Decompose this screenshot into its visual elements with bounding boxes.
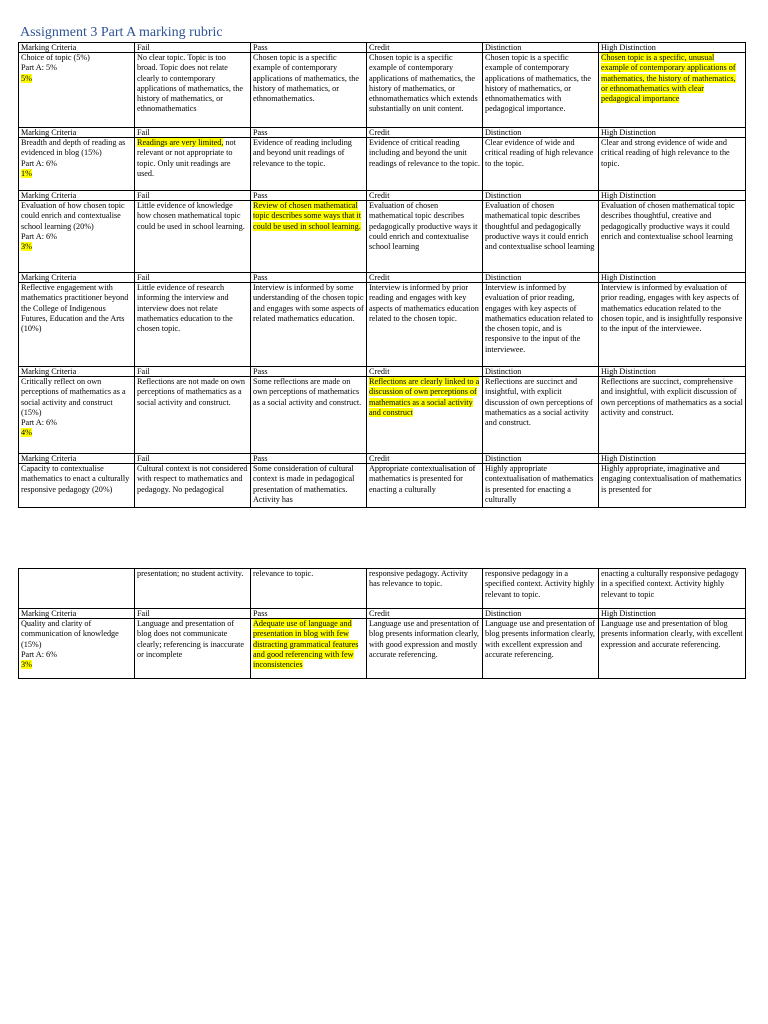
criteria-name: Quality and clarity of communication of knowledge (15%) <box>21 619 119 649</box>
column-header: Pass <box>251 191 367 201</box>
criteria-row <box>19 619 746 679</box>
header-row <box>19 43 746 53</box>
descriptor-cell: Reflections are succinct and insightful, with explicit discussion of own perceptions of mathematics as a social activity and construct. <box>483 377 599 454</box>
criteria-score <box>21 428 132 438</box>
criteria-score <box>21 242 132 252</box>
header-row <box>19 367 746 377</box>
document-title: Assignment 3 Part A marking rubric <box>20 25 223 40</box>
descriptor-cell: Chosen topic is a specific example of contemporary applications of mathematics, the history of mathematics, or ethnomathematics which extends substantially on unit content. <box>367 53 483 128</box>
criteria-score <box>21 74 132 84</box>
column-header: High Distinction <box>599 128 746 138</box>
descriptor-cell: Evaluation of chosen mathematical topic describes thoughtful, creative and pedagogically productive ways it could enrich and contextualise school learning <box>599 201 746 273</box>
column-header: Credit <box>367 367 483 377</box>
descriptor-cell: Appropriate contextualisation of mathematics is presented for enacting a culturally <box>367 464 483 508</box>
criteria-row <box>19 464 746 508</box>
header-row <box>19 128 746 138</box>
criteria-name: Capacity to contextualise mathematics to enact a culturally responsive pedagogy (20%) <box>21 464 130 494</box>
column-header: Fail <box>135 454 251 464</box>
descriptor-cell: Clear and strong evidence of wide and critical reading of high relevance to the topic. <box>599 138 746 191</box>
criteria-row <box>19 201 746 273</box>
column-header: Marking Criteria <box>19 191 135 201</box>
descriptor-cell: responsive pedagogy. Activity has relevance to topic. <box>367 569 483 609</box>
criteria-cell <box>19 619 135 679</box>
descriptor-cell <box>251 619 367 679</box>
rubric-table-page-1 <box>18 42 746 508</box>
descriptor-cell: presentation; no student activity. <box>135 569 251 609</box>
column-header: Pass <box>251 43 367 53</box>
descriptor-cell: Reflections are succinct, comprehensive and insightful, with explicit discussion of own perceptions of mathematics as a social activity and construct. <box>599 377 746 454</box>
column-header: Pass <box>251 609 367 619</box>
descriptor-cell: Little evidence of research informing the interview and interview does not relate mathematics education to the chosen topic. <box>135 283 251 367</box>
descriptor-cell: Language and presentation of blog does not communicate clearly; referencing is inaccurate or incomplete <box>135 619 251 679</box>
descriptor-cell: Language use and presentation of blog presents information clearly, with excellent expression and accurate referencing. <box>483 619 599 679</box>
criteria-name: Breadth and depth of reading as evidenced in blog (15%) <box>21 138 126 158</box>
column-header: Fail <box>135 273 251 283</box>
descriptor-cell: Some consideration of cultural context is made in pedagogical presentation of mathematics. Activity has <box>251 464 367 508</box>
header-row <box>19 609 746 619</box>
column-header: Fail <box>135 43 251 53</box>
descriptor-cell: Evaluation of chosen mathematical topic describes pedagogically productive ways it could enrich and contextualise school learning <box>367 201 483 273</box>
criteria-cell <box>19 283 135 367</box>
header-row <box>19 454 746 464</box>
descriptor-cell: Cultural context is not considered with respect to mathematics and pedagogy. No pedagogical <box>135 464 251 508</box>
criteria-part-weight: Part A: 5% <box>21 63 57 73</box>
column-header: Pass <box>251 273 367 283</box>
highlighted-descriptor: Chosen topic is a specific, unusual example of contemporary applications of mathematics, the history of mathematics, or ethnomathematics with clear pedagogical importance <box>601 53 736 104</box>
descriptor-cell: relevance to topic. <box>251 569 367 609</box>
descriptor-cell: Chosen topic is a specific example of contemporary applications of mathematics, the history of mathematics, or ethnomathematics with pedagogical importance. <box>483 53 599 128</box>
criteria-part-weight: Part A: 6% <box>21 158 57 168</box>
descriptor-cell: Chosen topic is a specific example of contemporary applications of mathematics, the history of mathematics, or ethnomathematics. <box>251 53 367 128</box>
column-header: High Distinction <box>599 609 746 619</box>
descriptor-cell: Readings are very limited, not relevant or not appropriate to topic. Only unit readings are used. <box>135 138 251 191</box>
descriptor-cell: Evaluation of chosen mathematical topic describes thoughtful and pedagogically productive ways it could enrich and contextualise school learning <box>483 201 599 273</box>
criteria-cell <box>19 464 135 508</box>
column-header: Marking Criteria <box>19 43 135 53</box>
descriptor-cell: Interview is informed by evaluation of prior reading, engages with key aspects of mathematics education related to the chosen topic, and is insightfully responsive to the input of the interviewee. <box>599 283 746 367</box>
column-header: High Distinction <box>599 43 746 53</box>
score-highlight: 4% <box>21 428 32 438</box>
criteria-name: Reflective engagement with mathematics practitioner beyond the College of Indigenous Futures, Education and the Arts (10%) <box>21 283 129 334</box>
score-highlight: 5% <box>21 73 32 83</box>
column-header: Marking Criteria <box>19 128 135 138</box>
column-header: High Distinction <box>599 191 746 201</box>
column-header: Distinction <box>483 43 599 53</box>
highlighted-descriptor: Readings are very limited, <box>137 138 224 147</box>
criteria-part-weight: Part A: 6% <box>21 649 57 659</box>
column-header: Distinction <box>483 367 599 377</box>
column-header: Credit <box>367 273 483 283</box>
criteria-cell <box>19 201 135 273</box>
descriptor-cell: Language use and presentation of blog presents information clearly, with good expression and mostly accurate referencing. <box>367 619 483 679</box>
rubric-table-page-2 <box>18 568 746 679</box>
criteria-cell <box>19 377 135 454</box>
criteria-row <box>19 283 746 367</box>
header-row <box>19 191 746 201</box>
column-header: Distinction <box>483 191 599 201</box>
column-header: Credit <box>367 454 483 464</box>
descriptor-cell: Little evidence of knowledge how chosen mathematical topic could be used in school learning. <box>135 201 251 273</box>
column-header: Fail <box>135 191 251 201</box>
criteria-row <box>19 53 746 128</box>
continuation-row <box>19 569 746 609</box>
score-highlight: 1% <box>21 168 32 178</box>
criteria-cell <box>19 138 135 191</box>
criteria-part-weight: Part A: 6% <box>21 418 57 428</box>
highlighted-descriptor: Adequate use of language and presentation in blog with few distracting grammatical features and good referencing with few inconsistencies <box>253 619 359 670</box>
highlighted-descriptor: Review of chosen mathematical topic describes some ways that it could be used in school learning. <box>253 201 362 231</box>
criteria-name: Choice of topic (5%) <box>21 53 90 62</box>
column-header: High Distinction <box>599 273 746 283</box>
column-header: Distinction <box>483 609 599 619</box>
descriptor-cell: enacting a culturally responsive pedagogy in a specified context. Activity highly relevant to topic <box>599 569 746 609</box>
descriptor-cell: Interview is informed by prior reading and engages with key aspects of mathematics education related to the chosen topic. <box>367 283 483 367</box>
descriptor-cell: responsive pedagogy in a specified context. Activity highly relevant to topic. <box>483 569 599 609</box>
descriptor-cell <box>251 201 367 273</box>
descriptor-cell: Highly appropriate, imaginative and engaging contextualisation of mathematics is presented for <box>599 464 746 508</box>
column-header: Distinction <box>483 454 599 464</box>
criteria-score <box>21 169 132 179</box>
descriptor-cell: Interview is informed by evaluation of prior reading, engages with key aspects of mathematics education related to the chosen topic, and is responsive to the input of the interviewee. <box>483 283 599 367</box>
criteria-cell <box>19 569 135 609</box>
header-row <box>19 273 746 283</box>
descriptor-cell <box>367 377 483 454</box>
descriptor-cell: Evidence of reading including and beyond unit readings of relevance to the topic. <box>251 138 367 191</box>
column-header: High Distinction <box>599 367 746 377</box>
criteria-name: Critically reflect on own perceptions of mathematics as a social activity and construct (15%) <box>21 377 126 417</box>
column-header: Distinction <box>483 273 599 283</box>
column-header: Pass <box>251 367 367 377</box>
descriptor-cell: Reflections are not made on own perceptions of mathematics as a social activity and construct. <box>135 377 251 454</box>
column-header: Marking Criteria <box>19 273 135 283</box>
criteria-part-weight: Part A: 6% <box>21 231 57 241</box>
highlighted-descriptor: Reflections are clearly linked to a discussion of own perceptions of mathematics as a social activity and construct <box>369 377 480 417</box>
column-header: Distinction <box>483 128 599 138</box>
descriptor-cell: Highly appropriate contextualisation of mathematics is presented for enacting a culturally <box>483 464 599 508</box>
column-header: Pass <box>251 454 367 464</box>
descriptor-cell: Language use and presentation of blog presents information clearly, with excellent expression and accurate referencing. <box>599 619 746 679</box>
descriptor-cell: Evidence of critical reading including and beyond the unit readings of relevance to the topic. <box>367 138 483 191</box>
descriptor-cell: Clear evidence of wide and critical reading of high relevance to the topic. <box>483 138 599 191</box>
column-header: Credit <box>367 43 483 53</box>
column-header: Pass <box>251 128 367 138</box>
descriptor-cell: No clear topic. Topic is too broad. Topic does not relate clearly to contemporary applications of mathematics, the history of mathematics, or ethnomathematics <box>135 53 251 128</box>
column-header: Credit <box>367 191 483 201</box>
column-header: Fail <box>135 128 251 138</box>
descriptor-cell: Interview is informed by some understanding of the chosen topic and engages with some aspects of related mathematics education. <box>251 283 367 367</box>
column-header: Fail <box>135 609 251 619</box>
column-header: High Distinction <box>599 454 746 464</box>
column-header: Marking Criteria <box>19 609 135 619</box>
criteria-row <box>19 377 746 454</box>
criteria-score <box>21 660 132 670</box>
criteria-name: Evaluation of how chosen topic could enrich and contextualise school learning (20%) <box>21 201 125 231</box>
score-highlight: 3% <box>21 242 32 252</box>
score-highlight: 3% <box>21 660 32 670</box>
criteria-row <box>19 138 746 191</box>
column-header: Credit <box>367 609 483 619</box>
criteria-cell <box>19 53 135 128</box>
column-header: Credit <box>367 128 483 138</box>
column-header: Fail <box>135 367 251 377</box>
column-header: Marking Criteria <box>19 367 135 377</box>
descriptor-cell: Some reflections are made on own perceptions of mathematics as a social activity and construct. <box>251 377 367 454</box>
descriptor-cell <box>599 53 746 128</box>
column-header: Marking Criteria <box>19 454 135 464</box>
